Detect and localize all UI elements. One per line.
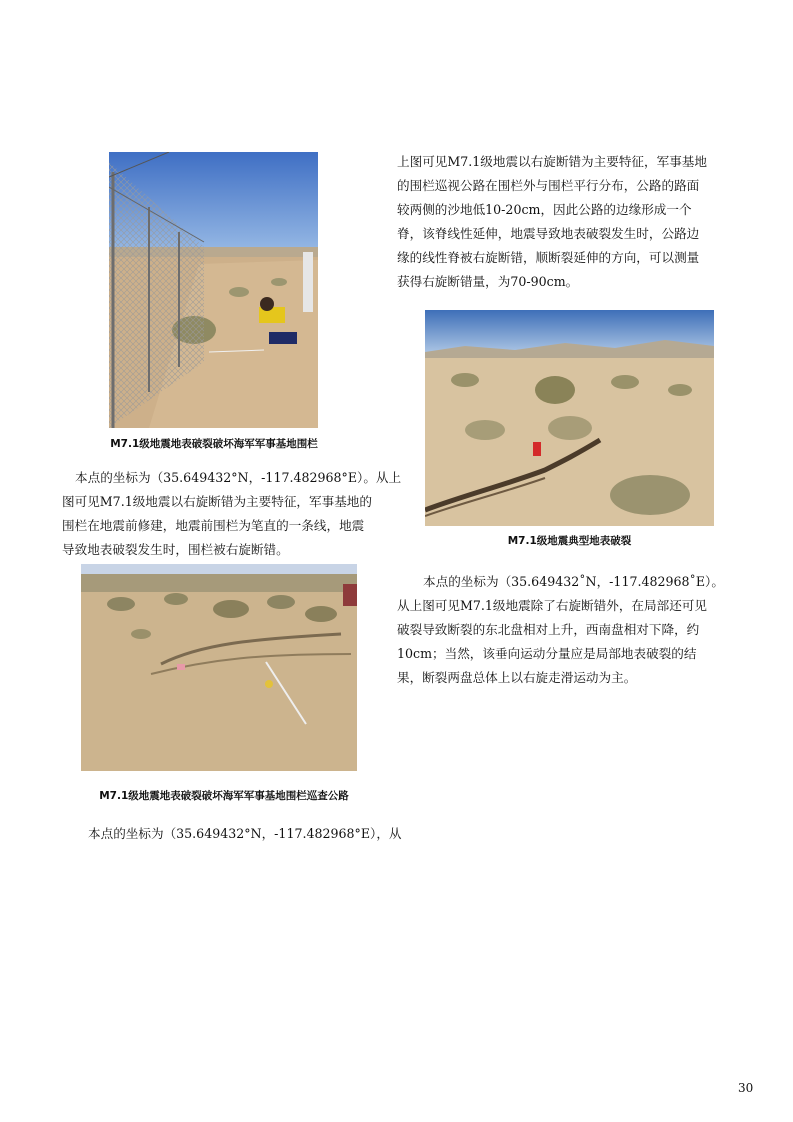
- text-line: 较两侧的沙地低10-20cm，因此公路的边缘形成一个: [397, 202, 692, 217]
- text-line: 破裂导致断裂的东北盘相对上升，西南盘相对下降，约: [397, 622, 700, 637]
- text-line: 10cm；当然，该垂向运动分量应是局部地表破裂的结: [397, 646, 697, 661]
- text-line: 图可见M7.1级地震以右旋断错为主要特征，军事基地的: [62, 494, 372, 509]
- page-number: 30: [738, 1081, 754, 1095]
- paragraph-fence: [62, 466, 402, 562]
- text-line: 的围栏巡视公路在围栏外与围栏平行分布，公路的路面: [397, 178, 700, 193]
- text-line: 从上图可见M7.1级地震除了右旋断错外，在局部还可见: [397, 598, 707, 613]
- patrol-road-photo: [81, 564, 357, 771]
- surface-rupture-photo-caption: M7.1级地震典型地表破裂: [507, 535, 632, 547]
- text-line: 果，断裂两盘总体上以右旋走滑运动为主。: [397, 670, 637, 685]
- text-line: 导致地表破裂发生时，围栏被右旋断错。: [62, 542, 289, 557]
- patrol-road-photo-caption: M7.1级地震地表破裂破坏海军军事基地围栏巡查公路: [99, 790, 349, 802]
- text-line: 围栏在地震前修建，地震前围栏为笔直的一条线，地震: [62, 518, 365, 533]
- paragraph-patrol-road-continued: [397, 150, 721, 294]
- text-line: 缘的线性脊被右旋断错，顺断裂延伸的方向，可以测量: [397, 250, 700, 265]
- text-line: 本点的坐标为（35.649432˚N，-117.482968˚E）。: [423, 574, 724, 589]
- fence-photo-caption: M7.1级地震地表破裂破坏海军军事基地围栏: [110, 438, 318, 450]
- fence-photo: [109, 152, 318, 428]
- paragraph-surface-rupture: [397, 570, 724, 690]
- text-line: 脊，该脊线性延伸，地震导致地表破裂发生时，公路边: [397, 226, 700, 241]
- text-line: 本点的坐标为（35.649432°N，-117.482968°E）。从上: [75, 470, 402, 485]
- paragraph-patrol-road: [62, 822, 402, 846]
- text-line: 获得右旋断错量，为70-90cm。: [397, 274, 579, 289]
- text-line: 上图可见M7.1级地震以右旋断错为主要特征，军事基地: [397, 154, 707, 169]
- surface-rupture-photo: [425, 310, 714, 526]
- text-line: 本点的坐标为（35.649432°N，-117.482968°E），从: [88, 826, 402, 841]
